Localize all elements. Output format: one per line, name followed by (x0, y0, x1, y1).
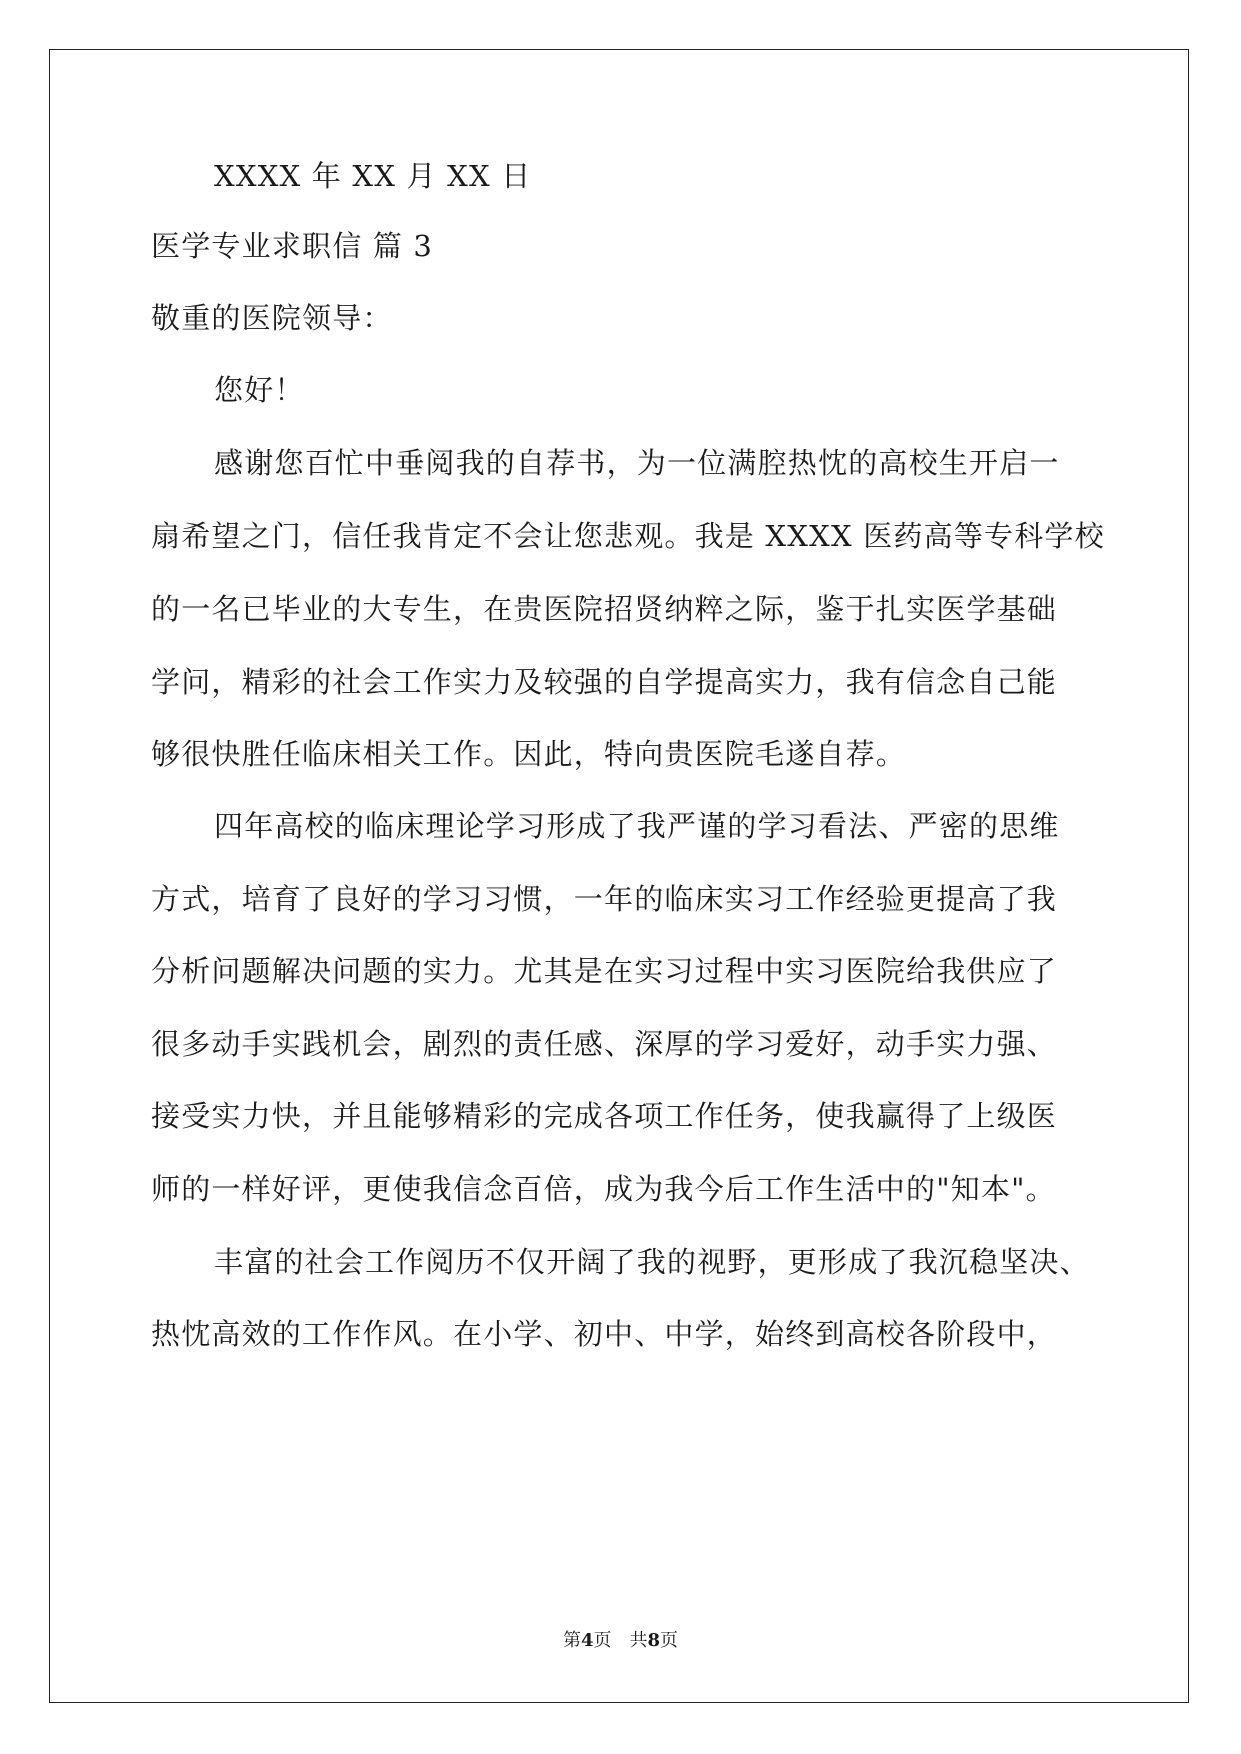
footer-prefix: 第 (562, 1630, 581, 1651)
salutation: 敬重的医院领导： (151, 301, 393, 335)
paragraph-line: 的一名已毕业的大专生，在贵医院招贤纳粹之际，鉴于扎实医学基础 (151, 592, 1058, 626)
current-page-number: 4 (580, 1630, 594, 1651)
paragraph-line: 方式，培育了良好的学习习惯，一年的临床实习工作经验更提高了我 (151, 882, 1058, 916)
section-title: 医学专业求职信 篇 3 (151, 229, 434, 263)
paragraph-line: 够很快胜任临床相关工作。因此，特向贵医院毛遂自荐。 (151, 737, 907, 771)
paragraph-line: 接受实力快，并且能够精彩的完成各项工作任务，使我赢得了上级医 (151, 1099, 1058, 1133)
paragraph-line: 感谢您百忙中垂阅我的自荐书，为一位满腔热忱的高校生开启一 (214, 446, 1060, 480)
paragraph-line: 很多动手实践机会，剧烈的责任感、深厚的学习爱好，动手实力强、 (151, 1027, 1058, 1061)
paragraph-line: 丰富的社会工作阅历不仅开阔了我的视野，更形成了我沉稳坚决、 (214, 1245, 1090, 1279)
paragraph-line: 扇希望之门，信任我肯定不会让您悲观。我是 XXXX 医药高等专科学校 (151, 519, 1105, 553)
paragraph-line: 四年高校的临床理论学习形成了我严谨的学习看法、严密的思维 (214, 809, 1060, 843)
date-line: XXXX 年 XX 月 XX 日 (214, 159, 532, 193)
footer-middle: 页 共 (593, 1630, 648, 1651)
paragraph-line: 分析问题解决问题的实力。尤其是在实习过程中实习医院给我供应了 (151, 954, 1058, 988)
greeting: 您好！ (214, 373, 305, 407)
page-border (49, 49, 1189, 1703)
page-footer (0, 1626, 1241, 1652)
paragraph-line: 学问，精彩的社会工作实力及较强的自学提高实力，我有信念自己能 (151, 665, 1058, 699)
paragraph-line: 师的一样好评，更使我信念百倍，成为我今后工作生活中的"知本"。 (151, 1172, 1056, 1206)
total-pages-number: 8 (647, 1630, 661, 1651)
paragraph-line: 热忱高效的工作作风。在小学、初中、中学，始终到高校各阶段中， (151, 1317, 1058, 1351)
footer-suffix: 页 (660, 1630, 679, 1651)
